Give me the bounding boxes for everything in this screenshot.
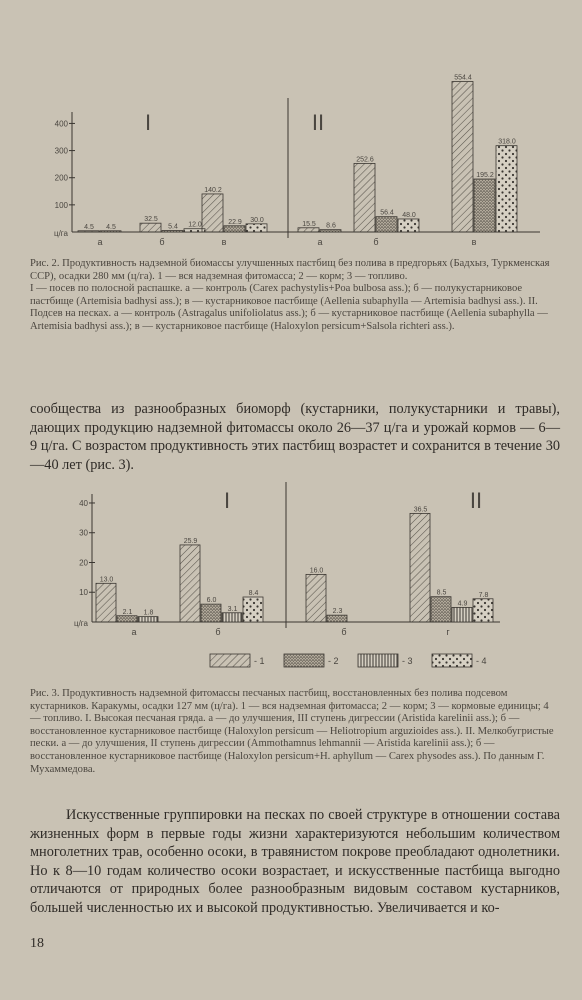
bar-value-label: 22.9 [228,218,242,226]
bar [140,223,161,232]
paragraph-2-text: Искусственные группировки на песках по своей структуре в отношении состава жизненных форм в первые годы жизни характеризуются небольшим количеством многолетних трав, особенно осоки, в травянистом покрове преобладают однолетники. Но к 8—10 годам количество осоки возрастает, и искусственные пастбища выгодно отличаются от природных более разнообразным видовым составом кустарников, большей численностью их и высокой продуктивностью. Увеличивается и ко- [30,807,560,916]
category-label: б [159,237,165,247]
figure-2-caption-title: Рис. 2. Продуктивность надземной биомассы улучшенных пастбищ без полива в предгорьях (Бадхыз, Туркменская ССР), осадки 280 мм (ц/га). 1 — вся надземная фитомасса; 2 — корм; 3 — топливо. [30,258,550,282]
figure-3-caption-text: Рис. 3. Продуктивность надземной фитомассы песчаных пастбищ, восстановленных без полива подсевом кустарников. Каракумы, осадки 127 мм (ц/га). 1 — вся надземная фитомасса; 2 — корм; 3 — кормовые единицы; 4 — топливо. I. Высокая песчаная гряда. а — до улучшения, III ступень дигрессии (Aristida karelinii ass.); б — восстановленное кустарниковое пастбище (Haloxylon persicum — Heliotropium arguzioides ass.). II. Мелкобугристые пески. а — до улучшения, II ступень дигрессии (Ammothamnus lehmannii — Aristida karelinii ass.); б — восстановленное кустарниковое пастбище (Haloxylon persicum+H. aphyllum — Carex physodes ass.). По данным Г. Мухаммедова. [30,688,554,775]
bar-value-label: 36.5 [413,506,428,514]
bar [452,607,472,622]
legend-swatch [358,654,398,667]
bar [496,146,517,232]
y-unit-label: ц/га [54,229,68,238]
panel-title: II [311,110,325,135]
bar [298,228,319,232]
y-unit-label: ц/га [74,619,88,628]
bar [202,194,223,232]
bar-value-label: 16.0 [309,567,324,575]
bar [410,513,430,622]
bar-value-label: 4.5 [84,223,94,231]
bar [320,230,341,232]
legend-swatch [432,654,472,667]
figure-3-caption [30,688,560,776]
bar-value-label: 5.4 [168,223,178,231]
legend-swatch [210,654,250,667]
bar [246,224,267,232]
bar [354,163,375,232]
category-label: а [97,237,103,247]
category-label: б [215,627,221,637]
y-tick-label: 100 [54,200,68,210]
bar-value-label: 2.1 [122,608,133,616]
bar [431,597,451,622]
y-tick-label: 30 [79,528,88,538]
page-number: 18 [30,936,44,951]
bar-value-label: 2.3 [332,608,343,616]
bar [162,231,183,232]
legend-label: - 1 [254,656,265,666]
bar-value-label: 4.9 [457,600,468,608]
bar-value-label: 56.4 [380,209,394,217]
bar [306,574,326,622]
bar [327,615,347,622]
y-tick-label: 200 [54,173,68,183]
category-label: в [471,237,477,247]
y-tick-label: 10 [79,588,88,598]
bar-value-label: 48.0 [402,211,416,219]
bar [100,231,121,232]
bar [474,179,495,232]
bar-value-label: 140.2 [204,186,222,194]
bar [224,226,245,232]
figure-3-chart [0,482,582,672]
bar-value-label: 8.4 [248,590,259,598]
bar [78,231,99,232]
bar [96,583,116,622]
paragraph-1-text: сообщества из разнообразных биоморф (кустарники, полукустарники и травы), дающих продукцию надземной фитомассы около 26—37 ц/га и урожай кормов — 6—9 ц/га. С возрастом продуктивность этих пастбищ возрастет и сохранится в течение 30—40 лет (рис. 3). [30,401,560,473]
panel-title: I [144,110,152,135]
bar-value-label: 252.6 [356,156,374,164]
bar [243,597,263,622]
legend-label: - 3 [402,656,413,666]
category-label: а [317,237,323,247]
panel-title: II [469,488,483,513]
bar-value-label: 1.8 [143,609,154,617]
bar-value-label: 12.0 [188,221,202,229]
legend-label: - 4 [476,656,487,666]
bar-value-label: 554.4 [454,74,472,82]
bar-value-label: 6.0 [206,597,217,605]
bar [473,599,493,622]
category-label: б [341,627,347,637]
body-paragraph-2 [30,806,560,918]
bar-value-label: 32.5 [144,216,158,224]
bar-value-label: 318.0 [498,138,516,146]
bar [117,616,137,622]
y-tick-label: 400 [54,119,68,129]
bar [138,617,158,622]
category-label: г [446,627,450,637]
y-tick-label: 20 [79,558,88,568]
category-label: б [373,237,379,247]
bar-value-label: 15.5 [302,220,316,228]
bar-value-label: 4.5 [106,223,116,231]
category-label: а [131,627,137,637]
figure-2-chart [0,40,582,262]
bar-value-label: 30.0 [250,216,264,224]
figure-2-caption-detail: I — посев по полосной распашке. а — контроль (Carex pachystylis+Poa bulbosa ass.); б — полукустарниковое пастбище (Artemisia badhysi ass.); в — кустарниковое пастбище (Aellenia subaphylla — Artemisia badhysi ass.). II. Подсев на песках. а — контроль (Astragalus unifoliolatus ass.); б — кустарниковое пастбище (Aellenia subaphylla — Artemisia badhysi ass.); в — кустарниковое пастбище (Haloxylon persicum+Salsola richteri ass.). [30,283,548,332]
category-label: в [221,237,227,247]
figure-2-caption [30,258,560,334]
y-tick-label: 300 [54,146,68,156]
bar [222,613,242,622]
legend-swatch [284,654,324,667]
panel-title: I [223,488,231,513]
body-paragraph-1 [30,400,560,474]
y-tick-label: 40 [79,498,88,508]
bar-value-label: 8.5 [436,589,447,597]
bar-value-label: 8.6 [326,222,336,230]
bar-value-label: 25.9 [183,537,198,545]
legend-label: - 2 [328,656,339,666]
bar [398,219,419,232]
bar-value-label: 13.0 [99,576,114,584]
bar-value-label: 3.1 [227,605,238,613]
bar-value-label: 195.2 [476,172,494,180]
bar [376,217,397,232]
bar-value-label: 7.8 [478,591,489,599]
bar [180,545,200,622]
bar [452,82,473,232]
bar [201,604,221,622]
